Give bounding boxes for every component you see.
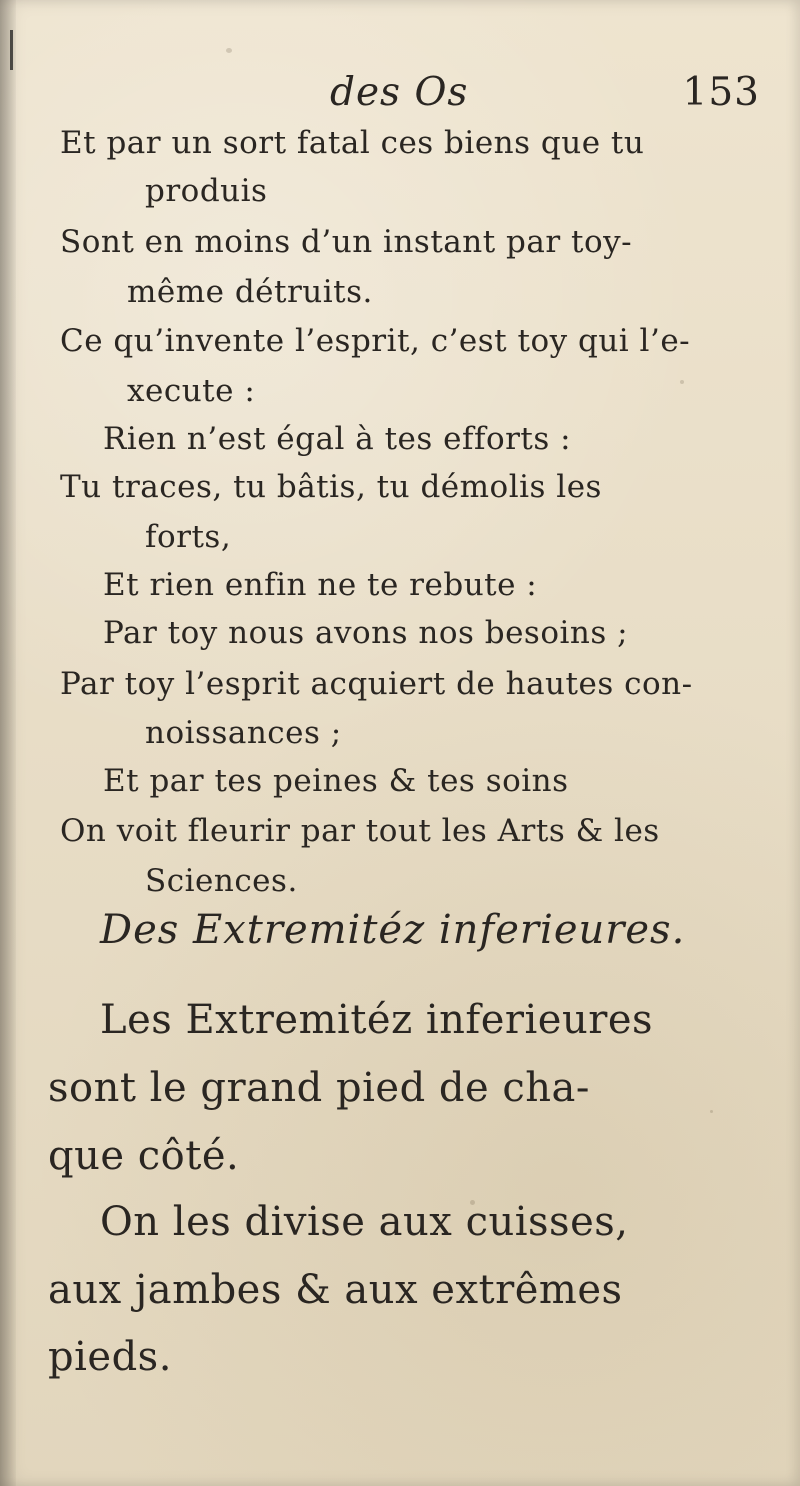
prose-line: Les Extremitéz inferieures [100, 997, 654, 1043]
verse-line: Et par tes peines & tes soins [103, 763, 569, 799]
prose-line: On les divise aux cuisses, [100, 1199, 629, 1245]
verse-line: forts, [145, 519, 232, 555]
section-title: Des Extremitéz inferieures. [100, 907, 686, 953]
verse-line: Ce qu’invente l’esprit, c’est toy qui l’e- [60, 323, 691, 359]
prose-line: sont le grand pied de cha- [48, 1065, 590, 1111]
prose-line: que côté. [48, 1133, 240, 1179]
verse-line: Sciences. [145, 863, 298, 899]
verse-line: Et par un sort fatal ces biens que tu [60, 125, 645, 161]
verse-line: Sont en moins d’un instant par toy- [60, 224, 633, 260]
verse-line: On voit fleurir par tout les Arts & les [60, 813, 660, 849]
verse-line: xecute : [127, 373, 256, 409]
verse-line: même détruits. [127, 274, 373, 310]
verse-line: Rien n’est égal à tes efforts : [103, 421, 572, 457]
page-gutter-shadow [0, 0, 16, 1486]
page-number: 153 [682, 70, 760, 115]
paper-speck [226, 48, 232, 53]
verse-line: Tu traces, tu bâtis, tu démolis les [60, 469, 602, 505]
page-header [0, 70, 800, 130]
prose-line: aux jambes & aux extrêmes [48, 1267, 623, 1313]
verse-line: produis [145, 173, 268, 209]
prose-line: pieds. [48, 1334, 172, 1380]
verse-line: Par toy nous avons nos besoins ; [103, 615, 629, 651]
running-head: des Os [330, 70, 469, 115]
binding-mark [10, 30, 13, 70]
paper-speck [710, 1110, 713, 1113]
verse-line: Par toy l’esprit acquiert de hautes con- [60, 666, 693, 702]
verse-line: Et rien enfin ne te rebute : [103, 567, 538, 603]
paper-speck [680, 380, 684, 384]
verse-line: noissances ; [145, 715, 342, 751]
